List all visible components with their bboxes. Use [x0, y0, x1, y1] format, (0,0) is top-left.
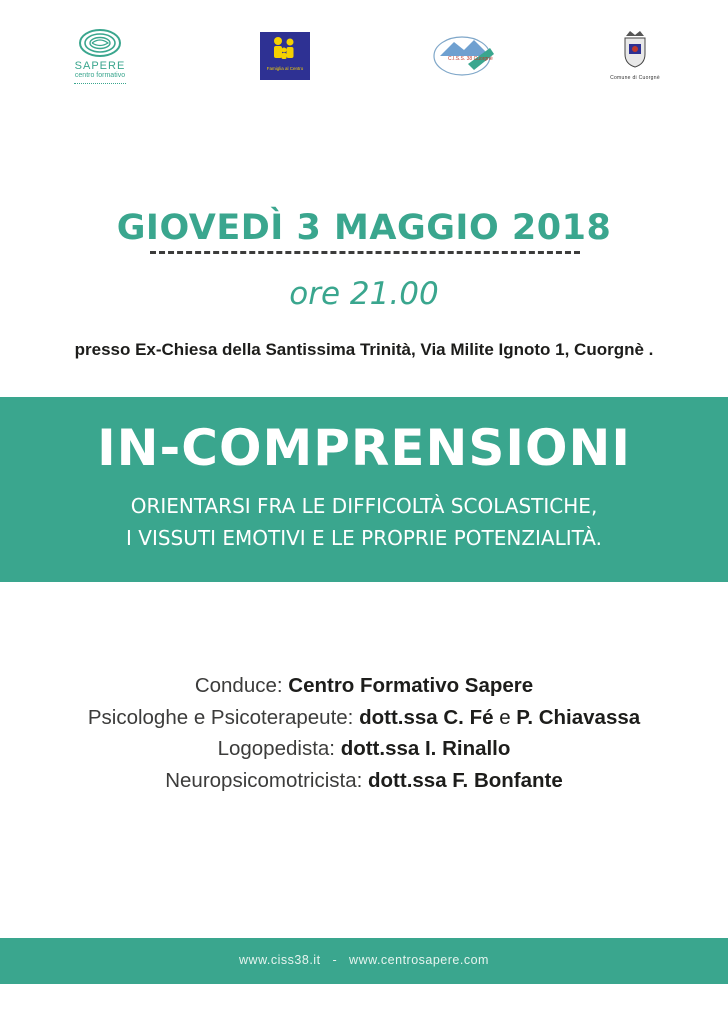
ciss38-logo: [432, 34, 496, 78]
credit-conduce-value: Centro Formativo Sapere: [288, 674, 534, 697]
footer-links[interactable]: www.ciss38.it - www.centrosapere.com: [239, 953, 489, 967]
famiglia-logo-caption: Famiglia al Centro: [266, 66, 304, 71]
credit-psicologhe-value-1: dott.ssa C. Fé: [359, 705, 494, 729]
sapere-logo-name: SAPERE: [74, 60, 126, 72]
credit-psicologhe-value-2: P. Chiavassa: [516, 705, 641, 729]
event-title: IN-COMPRENSIONI: [97, 419, 631, 477]
comune-logo-caption: Comune di Cuorgnè: [610, 75, 660, 81]
credit-psicologhe-label: Psicologhe e Psicoterapeute:: [87, 705, 360, 729]
title-banner: [0, 397, 728, 582]
dashed-divider: [150, 251, 580, 254]
sapere-logo-divider: [74, 83, 126, 84]
brain-icon: [78, 28, 122, 58]
credit-logopedista-value: dott.ssa I. Rinallo: [340, 737, 511, 760]
sapere-logo-subtitle: centro formativo: [74, 72, 126, 79]
credit-neuro-value: dott.ssa F. Bonfante: [368, 768, 563, 792]
credits-block: [0, 670, 728, 796]
credit-psicologhe: [0, 702, 728, 734]
credit-logopedista-label: Logopedista:: [217, 737, 341, 760]
event-date: GIOVEDÌ 3 MAGGIO 2018: [116, 208, 612, 248]
comune-logo: [604, 30, 666, 84]
credit-conduce-label: Conduce:: [194, 674, 289, 697]
credit-neuro: [0, 765, 728, 797]
logo-bar: [0, 0, 728, 100]
ciss38-logo-caption: C.I.S.S. 38 Cuorgnè: [448, 56, 493, 62]
sapere-logo: [70, 28, 130, 88]
famiglia-logo: [260, 32, 310, 80]
event-time: ore 21.00: [289, 276, 439, 312]
event-subtitle-line-2: I VISSUTI EMOTIVI E LE PROPRIE POTENZIALITÀ.: [126, 526, 602, 550]
credit-conduce: [0, 670, 728, 702]
event-venue: presso Ex-Chiesa della Santissima Trinità, Via Milite Ignoto 1, Cuorgnè .: [74, 340, 654, 359]
credit-neuro-label: Neuropsicomotricista:: [165, 768, 369, 792]
footer-bar: [0, 938, 728, 984]
credit-psicologhe-conjunction: e: [493, 705, 517, 729]
coat-of-arms-icon: [621, 30, 649, 68]
event-subtitle-line-1: ORIENTARSI FRA LE DIFFICOLTÀ SCOLASTICHE,: [130, 494, 598, 518]
credit-logopedista: [0, 733, 728, 765]
family-icon: [260, 32, 310, 66]
